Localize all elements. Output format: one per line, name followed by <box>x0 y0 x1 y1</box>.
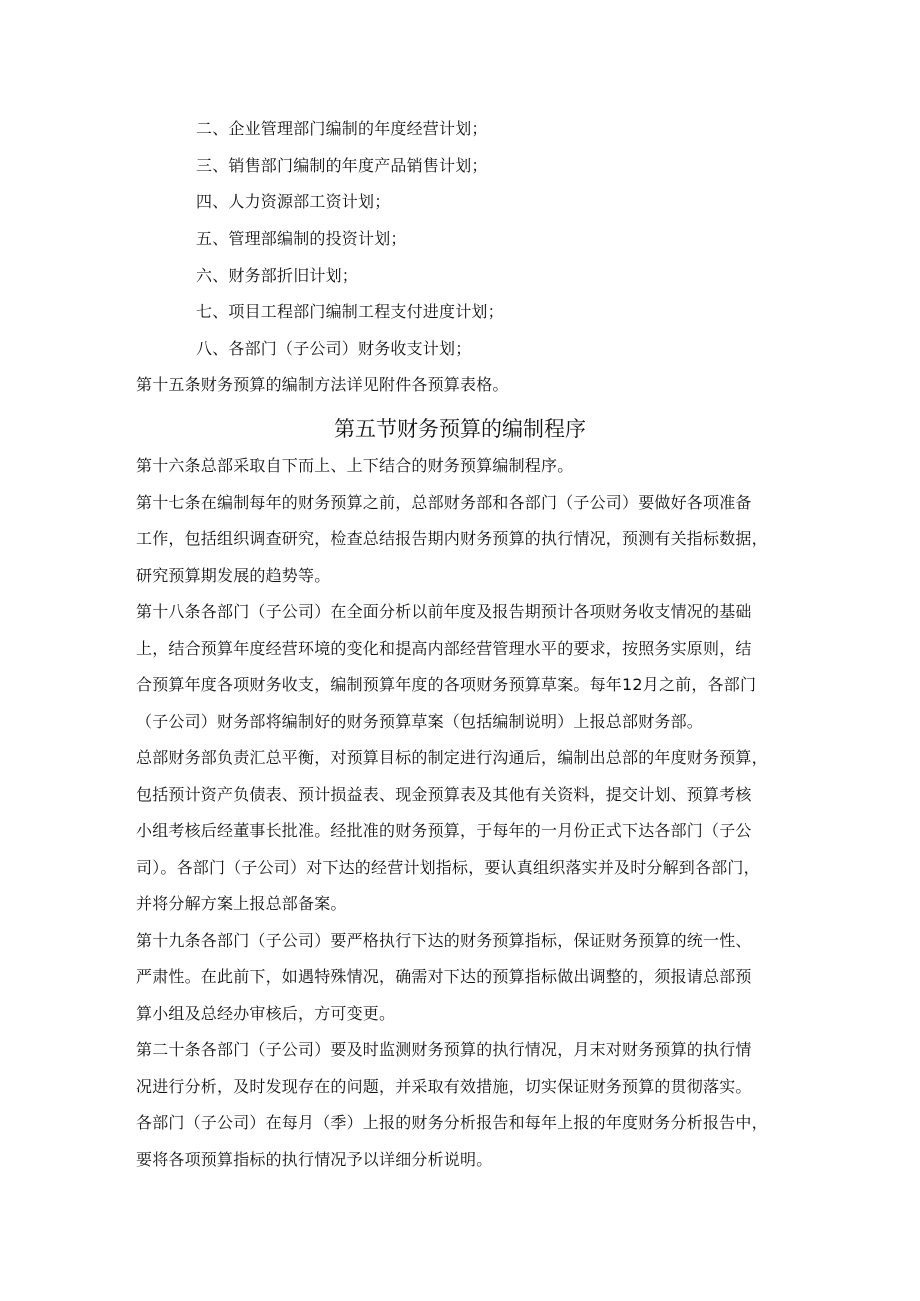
list-item-5: 五、管理部编制的投资计划； <box>196 229 407 248</box>
analysis-paragraph-line: 各部门（子公司）在每月（季）上报的财务分析报告和每年上报的年度财务分析报告中， <box>136 1113 768 1132</box>
article-15: 第十五条财务预算的编制方法详见附件各预算表格。 <box>136 375 509 394</box>
list-item-8: 八、各部门（子公司）财务收支计划； <box>196 339 472 358</box>
article-16: 第十六条总部采取自下而上、上下结合的财务预算编制程序。 <box>136 456 574 475</box>
list-item-6: 六、财务部折旧计划； <box>196 266 359 285</box>
summary-paragraph-line: 小组考核后经董事长批准。经批准的财务预算，于每年的一月份正式下达各部门（子公 <box>136 821 752 840</box>
article-17-line: 工作，包括组织调查研究，检查总结报告期内财务预算的执行情况，预测有关指标数据， <box>136 529 768 548</box>
list-item-3: 三、销售部门编制的年度产品销售计划； <box>196 156 488 175</box>
article-18-line: 第十八条各部门（子公司）在全面分析以前年度及报告期预计各项财务收支情况的基础 <box>136 602 752 621</box>
article-18-line: （子公司）财务部将编制好的财务预算草案（包括编制说明）上报总部财务部。 <box>136 712 704 731</box>
article-17-line: 第十七条在编制每年的财务预算之前，总部财务部和各部门（子公司）要做好各项准备 <box>136 493 752 512</box>
article-18-line: 合预算年度各项财务收支，编制预算年度的各项财务预算草案。每年12月之前，各部门 <box>136 675 757 694</box>
analysis-paragraph-line: 要将各项预算指标的执行情况予以详细分析说明。 <box>136 1150 493 1169</box>
list-item-2: 二、企业管理部门编制的年度经营计划； <box>196 119 488 138</box>
article-20-line: 第二十条各部门（子公司）要及时监测财务预算的执行情况，月末对财务预算的执行情 <box>136 1040 752 1059</box>
summary-paragraph-line: 并将分解方案上报总部备案。 <box>136 894 347 913</box>
article-20-line: 况进行分析，及时发现存在的问题，并采取有效措施，切实保证财务预算的贯彻落实。 <box>136 1077 752 1096</box>
article-17-line: 研究预算期发展的趋势等。 <box>136 566 331 585</box>
list-item-4: 四、人力资源部工资计划； <box>196 192 391 211</box>
article-19-line: 算小组及总经办审核后，方可变更。 <box>136 1004 396 1023</box>
list-item-7: 七、项目工程部门编制工程支付进度计划； <box>196 302 504 321</box>
article-19-line: 严肃性。在此前下，如遇特殊情况，确需对下达的预算指标做出调整的，须报请总部预 <box>136 967 752 986</box>
article-18-line: 上，结合预算年度经营环境的变化和提高内部经营管理水平的要求，按照务实原则，结 <box>136 639 752 658</box>
summary-paragraph-line: 总部财务部负责汇总平衡，对预算目标的制定进行沟通后，编制出总部的年度财务预算， <box>136 748 768 767</box>
section-heading: 第五节财务预算的编制程序 <box>334 417 586 441</box>
summary-paragraph-line: 司）。各部门（子公司）对下达的经营计划指标，要认真组织落实并及时分解到各部门， <box>136 858 760 877</box>
article-19-line: 第十九条各部门（子公司）要严格执行下达的财务预算指标，保证财务预算的统一性、 <box>136 931 752 950</box>
summary-paragraph-line: 包括预计资产负债表、预计损益表、现金预算表及其他有关资料，提交计划、预算考核 <box>136 785 752 804</box>
